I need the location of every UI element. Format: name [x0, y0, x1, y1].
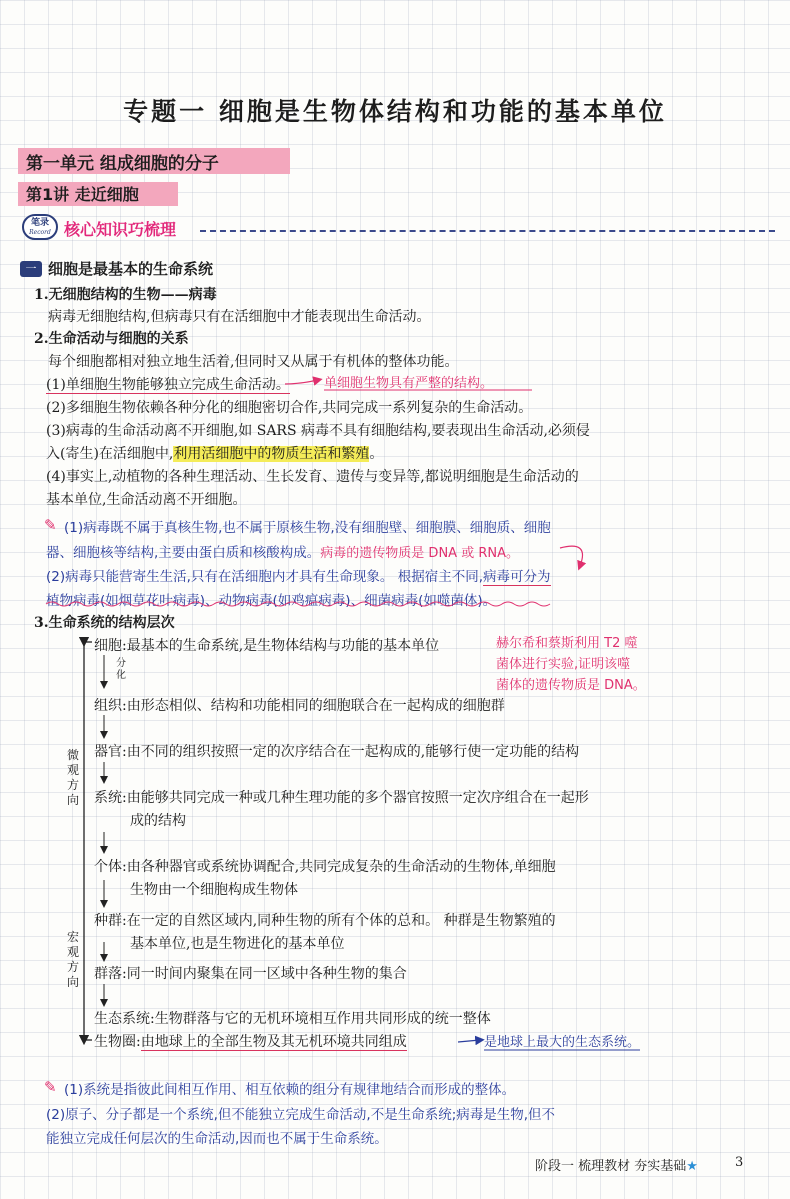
item2-p4b: 基本单位,生命活动离不开细胞。: [46, 492, 247, 508]
note1-line2-pink: 病毒的遗传物质是 DNA 或 RNA。: [320, 546, 519, 561]
page-title: 专题一 细胞是生物体结构和功能的基本单位: [123, 97, 667, 126]
item2-p4a: (4)事实上,动植物的各种生理活动、生长发育、遗传与变异等,都说明细胞是生命活动的: [46, 469, 579, 485]
note1-line1: (1)病毒既不属于真核生物,也不属于原核生物,没有细胞壁、细胞膜、细胞质、细胞: [64, 520, 551, 536]
footer-star-icon: ★: [686, 1159, 698, 1174]
micro-direction-label: 微观方向: [66, 748, 79, 807]
item2-p3b-text: 入(寄生)在活细胞中,: [46, 446, 174, 462]
level-population-b: 基本单位,也是生物进化的基本单位: [130, 936, 345, 952]
badge-en: Record: [29, 229, 51, 236]
note2-line1: (1)系统是指彼此间相互作用、相互依赖的组分有规律地结合而形成的整体。: [64, 1082, 516, 1098]
note1-line3-text: (2)病毒只能营寄生生活,只有在活细胞内才具有生命现象。 根据宿主不同,: [46, 569, 483, 585]
pink-note-line1: 赫尔希和蔡斯利用 T2 噬: [496, 636, 638, 651]
note1-line2-text: 器、细胞核等结构,主要由蛋白质和核酸构成。: [46, 545, 321, 561]
footer-label: 阶段一 梳理教材 夯实基础: [535, 1159, 687, 1174]
item2-p3-end: 。: [369, 446, 384, 462]
level-population-a: 种群:在一定的自然区域内,同种生物的所有个体的总和。 种群是生物繁殖的: [94, 913, 556, 929]
pencil-icon-2: ✎: [44, 1078, 57, 1096]
item1-text: 病毒无细胞结构,但病毒只有在活细胞中才能表现出生命活动。: [48, 309, 431, 325]
note1-line3-underlined: 病毒可分为: [483, 569, 551, 585]
biosphere-note: 是地球上最大的生态系统。: [484, 1035, 641, 1050]
badge-cn: 笔录: [30, 218, 49, 228]
level-cell: 细胞:最基本的生命系统,是生物体结构与功能的基本单位: [94, 638, 440, 654]
item2-p1-note: 单细胞生物具有严整的结构。: [324, 376, 494, 391]
macro-direction-label: 宏观方向: [66, 930, 79, 989]
page-number: 3: [735, 1155, 744, 1170]
fenhua-label: 分化: [116, 658, 126, 681]
level-individual-b: 生物由一个细胞构成生物体: [130, 882, 298, 898]
level-biosphere-underlined: 由地球上的全部生物及其无机环境共同组成: [140, 1034, 407, 1050]
level-organ: 器官:由不同的组织按照一定的次序结合在一起构成的,能够行使一定功能的结构: [94, 744, 580, 760]
item2-intro: 每个细胞都相对独立地生活着,但同时又从属于有机体的整体功能。: [48, 354, 459, 370]
section-number: 一: [20, 261, 42, 277]
level-community: 群落:同一时间内聚集在同一区域中各种生物的集合: [94, 966, 407, 982]
level-individual-a: 个体:由各种器官或系统协调配合,共同完成复杂的生命活动的生物体,单细胞: [94, 859, 556, 875]
level-system-b: 成的结构: [130, 813, 186, 829]
level-ecosystem: 生态系统:生物群落与它的无机环境相互作用共同形成的统一整体: [94, 1011, 491, 1027]
level-system-a: 系统:由能够共同完成一种或几种生理功能的多个器官按照一定次序组合在一起形: [94, 790, 589, 806]
pencil-icon: ✎: [44, 516, 57, 534]
item2-p3a: (3)病毒的生命活动离不开细胞,如 SARS 病毒不具有细胞结构,要表现出生命活动,必须侵: [46, 423, 590, 439]
note2-line3: 能独立完成任何层次的生命活动,因而也不属于生命系统。: [46, 1131, 388, 1147]
pink-note-line3: 菌体的遗传物质是 DNA。: [496, 678, 646, 693]
lecture-title: 第1讲 走近细胞: [26, 185, 139, 204]
pink-note-line2: 菌体进行实验,证明该噬: [496, 657, 631, 672]
note1-line4: 植物病毒(如烟草花叶病毒)、动物病毒(如鸡瘟病毒)、细菌病毒(如噬菌体)。: [46, 593, 497, 609]
item3-heading: 3.生命系统的结构层次: [34, 615, 175, 631]
item1-heading: 1.无细胞结构的生物——病毒: [34, 287, 217, 303]
level-biosphere-label: 生物圈:: [94, 1034, 141, 1050]
item2-p1-text: (1)单细胞生物能够独立完成生命活动。: [46, 377, 290, 393]
level-tissue: 组织:由形态相似、结构和功能相同的细胞联合在一起构成的细胞群: [94, 698, 505, 714]
item2-p2: (2)多细胞生物依赖各种分化的细胞密切合作,共同完成一系列复杂的生命活动。: [46, 400, 533, 416]
note2-line2: (2)原子、分子都是一个系统,但不能独立完成生命活动,不是生命系统;病毒是生物,但不: [46, 1107, 556, 1123]
item2-heading: 2.生命活动与细胞的关系: [34, 331, 189, 347]
section-title: 细胞是最基本的生命系统: [48, 260, 214, 278]
unit-title: 第一单元 组成细胞的分子: [26, 154, 219, 174]
item2-p3-highlight: 利用活细胞中的物质生活和繁殖: [173, 446, 370, 462]
section-header: 核心知识巧梳理: [64, 220, 177, 239]
